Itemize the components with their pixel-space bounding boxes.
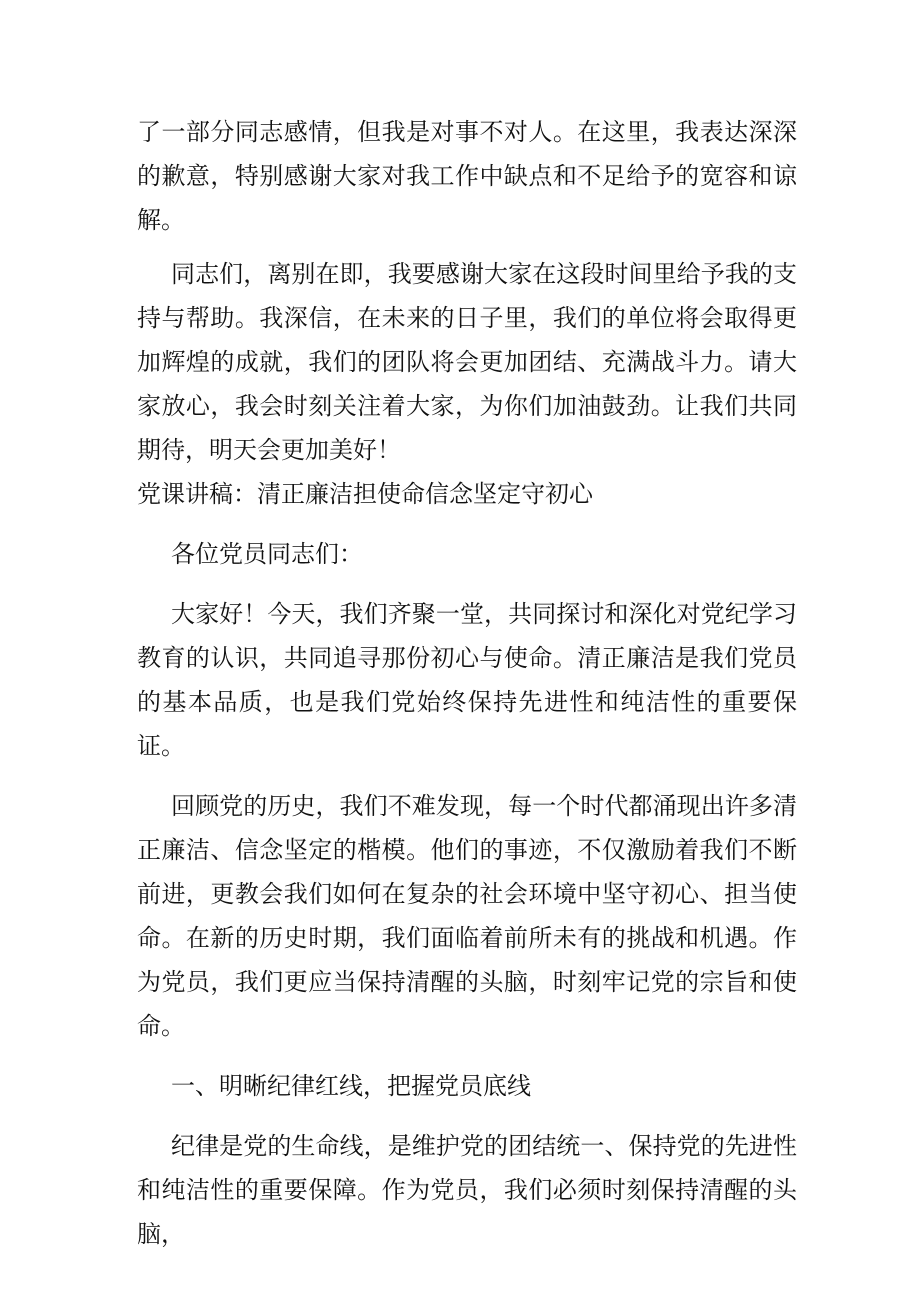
paragraph-discipline: 纪律是党的生命线，是维护党的团结统一、保持党的先进性和纯洁性的重要保障。作为党员，我们必须时刻保持清醒的头脑， <box>137 1132 797 1248</box>
greeting: 各位党员同志们： <box>171 540 363 568</box>
paragraph-history: 回顾党的历史，我们不难发现，每一个时代都涌现出许多清正廉洁、信念坚定的楷模。他们的事迹，不仅激励着我们不断前进，更教会我们如何在复杂的社会环境中坚守初心、担当使命。在新的历史时期，我们面临着前所未有的挑战和机遇。作为党员，我们更应当保持清醒的头脑，时刻牢记党的宗旨和使命。 <box>137 792 797 1040</box>
paragraph-farewell: 同志们，离别在即，我要感谢大家在这段时间里给予我的支持与帮助。我深信，在未来的日子里，我们的单位将会取得更加辉煌的成就，我们的团队将会更加团结、充满战斗力。请大家放心，我会时刻关注着大家，为你们加油鼓劲。让我们共同期待，明天会更加美好！ <box>137 260 797 464</box>
document-content <box>137 110 797 1256</box>
paragraph-intro: 大家好！今天，我们齐聚一堂，共同探讨和深化对党纪学习教育的认识，共同追寻那份初心与使命。清正廉洁是我们党员的基本品质，也是我们党始终保持先进性和纯洁性的重要保证。 <box>137 600 797 760</box>
heading-one: 一、明晰纪律红线，把握党员底线 <box>171 1072 531 1100</box>
paragraph-continued: 了一部分同志感情，但我是对事不对人。在这里，我表达深深的歉意，特别感谢大家对我工作中缺点和不足给予的宽容和谅解。 <box>137 118 797 234</box>
section-title: 党课讲稿：清正廉洁担使命信念坚定守初心 <box>137 480 593 508</box>
